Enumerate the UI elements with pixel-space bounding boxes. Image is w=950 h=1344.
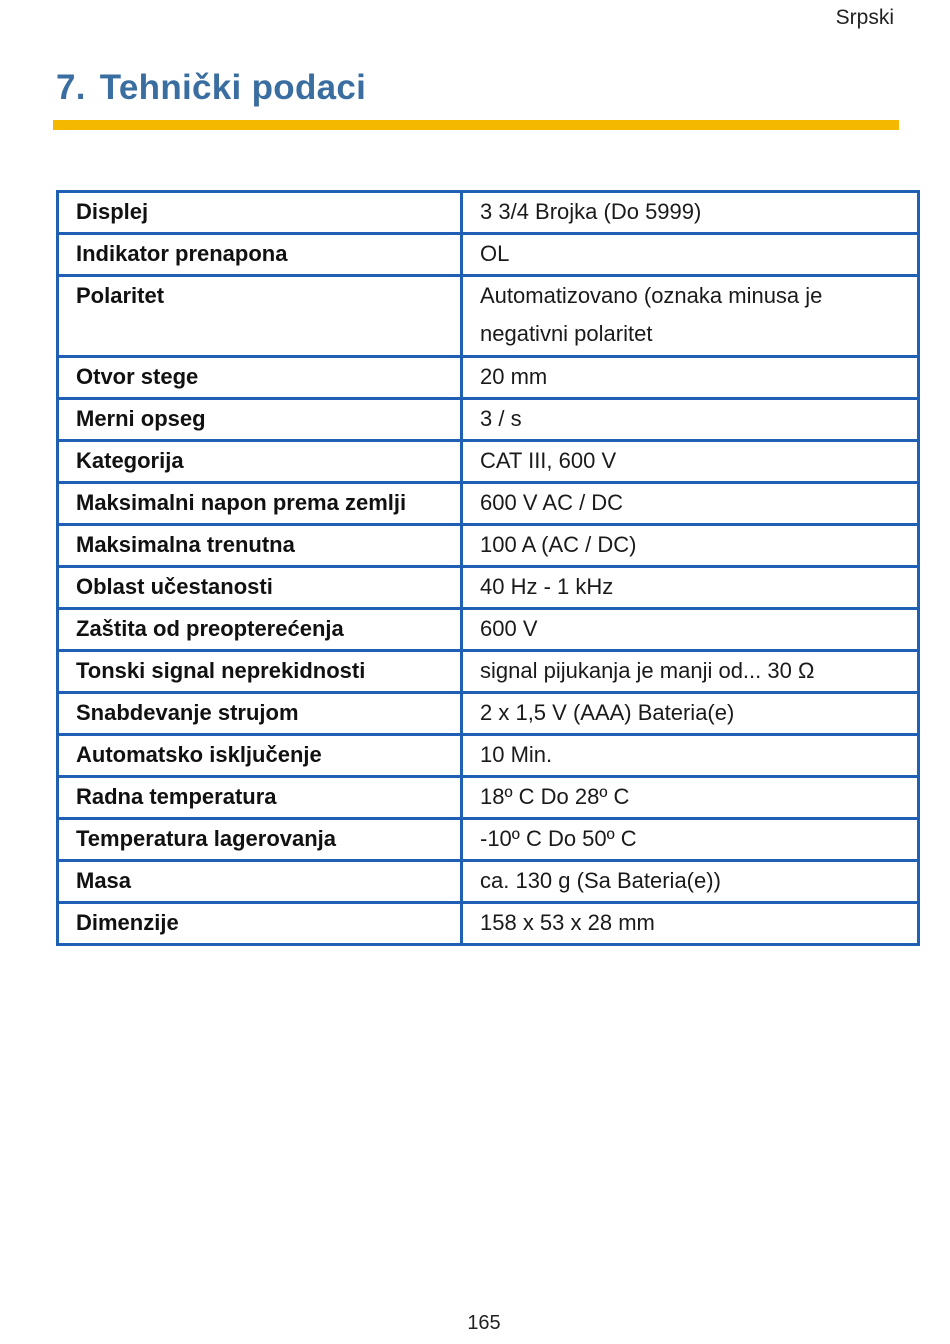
spec-value: ca. 130 g (Sa Bateria(e)) [462, 861, 919, 903]
table-row [58, 861, 919, 903]
language-label: Srpski [835, 6, 894, 29]
table-row [58, 609, 919, 651]
spec-value: 2 x 1,5 V (AAA) Bateria(e) [462, 693, 919, 735]
table-row [58, 903, 919, 945]
spec-label: Merni opseg [58, 399, 462, 441]
table-row [58, 234, 919, 276]
spec-label: Zaštita od preopterećenja [58, 609, 462, 651]
heading-underline-rule [53, 120, 899, 130]
spec-value: 10 Min. [462, 735, 919, 777]
spec-label: Radna temperatura [58, 777, 462, 819]
table-row [58, 399, 919, 441]
spec-value: -10º C Do 50º C [462, 819, 919, 861]
spec-value: 600 V [462, 609, 919, 651]
page-number: 165 [467, 1312, 501, 1334]
spec-value: Automatizovano (oznaka minusa je negativni polaritet [462, 276, 919, 357]
spec-value: OL [462, 234, 919, 276]
table-row [58, 192, 919, 234]
table-row [58, 693, 919, 735]
spec-label: Polaritet [58, 276, 462, 357]
spec-value: 158 x 53 x 28 mm [462, 903, 919, 945]
section-heading [56, 68, 366, 108]
spec-label: Maksimalna trenutna [58, 525, 462, 567]
spec-label: Kategorija [58, 441, 462, 483]
spec-label: Automatsko isključenje [58, 735, 462, 777]
spec-value: signal pijukanja je manji od... 30 Ω [462, 651, 919, 693]
spec-value: 20 mm [462, 357, 919, 399]
table-row [58, 441, 919, 483]
table-row [58, 525, 919, 567]
spec-value: 18º C Do 28º C [462, 777, 919, 819]
section-title: Tehnički podaci [99, 68, 367, 107]
spec-label: Otvor stege [58, 357, 462, 399]
table-row [58, 483, 919, 525]
spec-value: 40 Hz - 1 kHz [462, 567, 919, 609]
table-row [58, 567, 919, 609]
spec-label: Masa [58, 861, 462, 903]
spec-label: Displej [58, 192, 462, 234]
spec-value: 600 V AC / DC [462, 483, 919, 525]
table-row [58, 276, 919, 357]
table-row [58, 819, 919, 861]
spec-label: Snabdevanje strujom [58, 693, 462, 735]
spec-label: Indikator prenapona [58, 234, 462, 276]
technical-specs-table [56, 190, 920, 946]
spec-label: Maksimalni napon prema zemlji [58, 483, 462, 525]
spec-label: Dimenzije [58, 903, 462, 945]
table-row [58, 777, 919, 819]
table-row [58, 735, 919, 777]
section-number: 7. [56, 68, 86, 107]
table-row [58, 651, 919, 693]
spec-label: Tonski signal neprekidnosti [58, 651, 462, 693]
spec-label: Temperatura lagerovanja [58, 819, 462, 861]
spec-value: CAT III, 600 V [462, 441, 919, 483]
spec-value: 3 3/4 Brojka (Do 5999) [462, 192, 919, 234]
spec-value: 3 / s [462, 399, 919, 441]
spec-label: Oblast učestanosti [58, 567, 462, 609]
spec-value: 100 A (AC / DC) [462, 525, 919, 567]
table-row [58, 357, 919, 399]
